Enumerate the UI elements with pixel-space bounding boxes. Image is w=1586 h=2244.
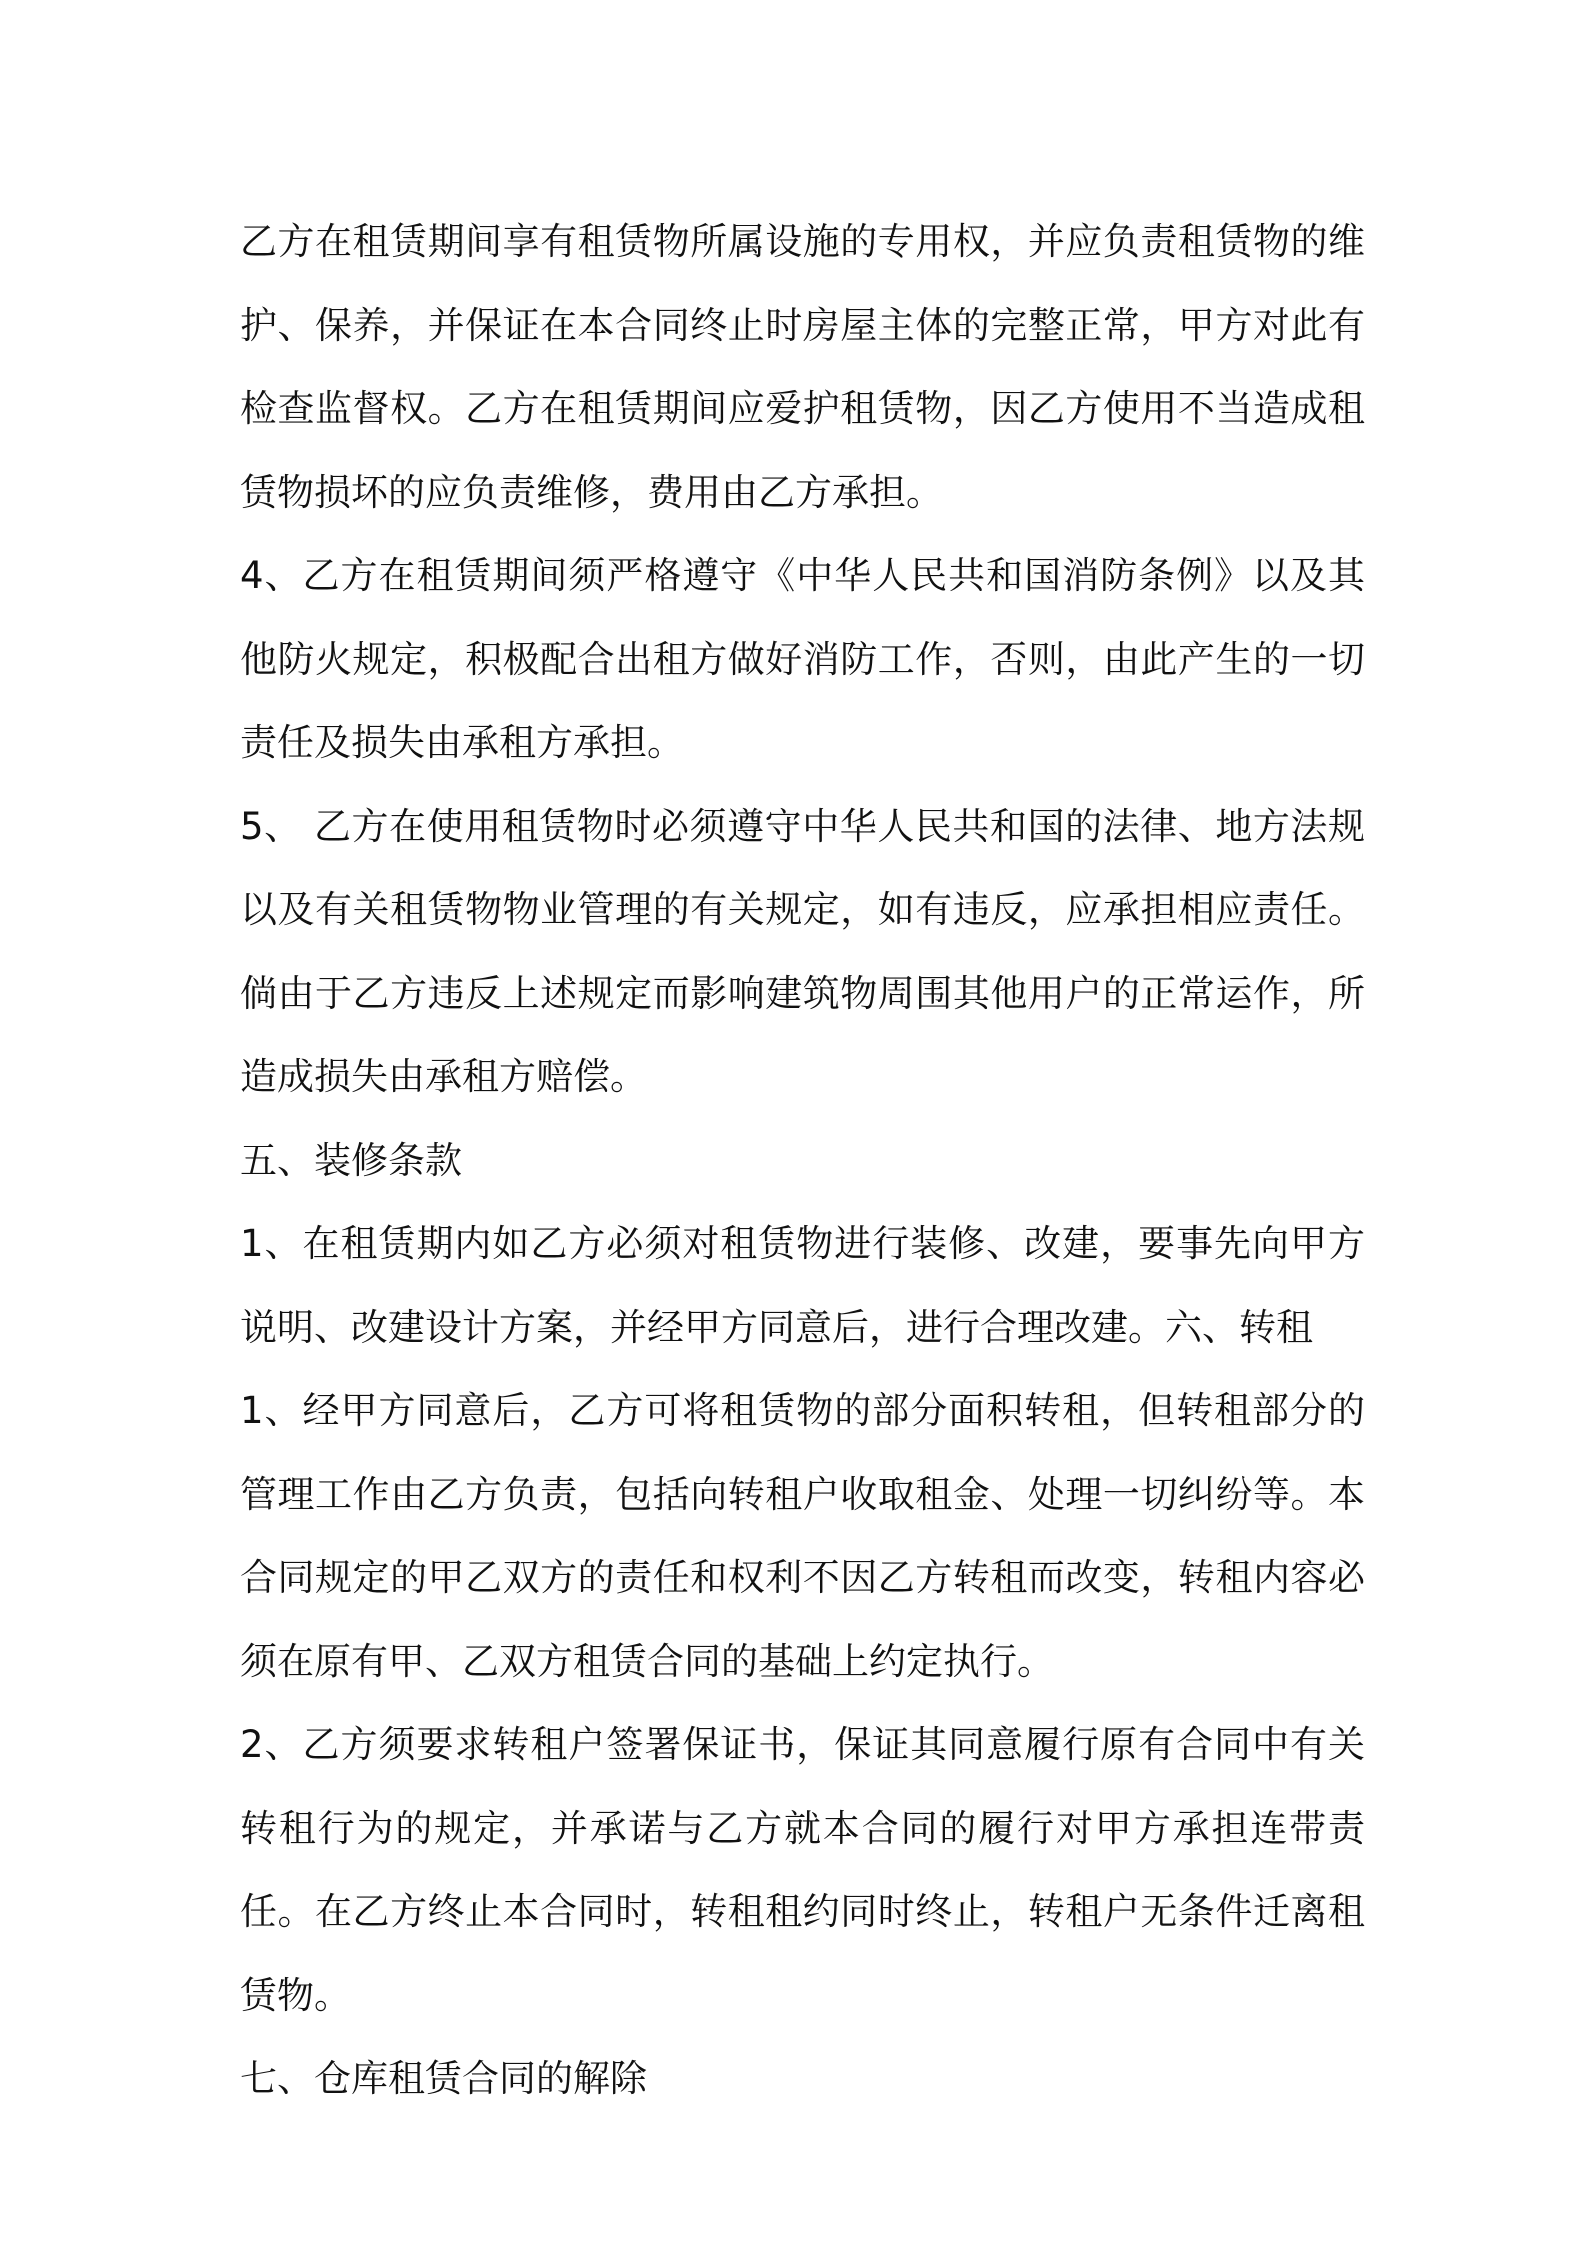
section-heading-renovation: 五、装修条款 (240, 1138, 462, 1182)
paragraph-maintenance-duties: 乙方在租赁期间享有租赁物所属设施的专用权，并应负责租赁物的维护、保养，并保证在本合同终止时房屋主体的完整正常，甲方对此有检查监督权。乙方在租赁期间应爱护租赁物，因乙方使用不当造成租赁物损坏的应负责维修，费用由乙方承担。 (240, 220, 1365, 514)
paragraph-renovation-clause-1: 1、在租赁期内如乙方必须对租赁物进行装修、改建，要事先向甲方说明、改建设计方案，并经甲方同意后，进行合理改建。六、转租 (240, 1222, 1365, 1349)
paragraph-sublease-clause-2: 2、乙方须要求转租户签署保证书，保证其同意履行原有合同中有关转租行为的规定，并承诺与乙方就本合同的履行对甲方承担连带责任。在乙方终止本合同时，转租租约同时终止，转租户无条件迁离租赁物。 (240, 1723, 1365, 2017)
document-page (240, 200, 1365, 2121)
paragraph-sublease-clause-1: 1、经甲方同意后，乙方可将租赁物的部分面积转租，但转租部分的管理工作由乙方负责，包括向转租户收取租金、处理一切纠纷等。本合同规定的甲乙双方的责任和权利不因乙方转租而改变，转租内容必须在原有甲、乙双方租赁合同的基础上约定执行。 (240, 1389, 1365, 1683)
section-heading-termination: 七、仓库租赁合同的解除 (240, 2057, 647, 2100)
paragraph-clause-4-fire-safety: 4、乙方在租赁期间须严格遵守《中华人民共和国消防条例》以及其他防火规定，积极配合出租方做好消防工作，否则，由此产生的一切责任及损失由承租方承担。 (240, 554, 1365, 764)
paragraph-clause-5-compliance: 5、 乙方在使用租赁物时必须遵守中华人民共和国的法律、地方法规以及有关租赁物物业管理的有关规定，如有违反，应承担相应责任。倘由于乙方违反上述规定而影响建筑物周围其他用户的正常运作，所造成损失由承租方赔偿。 (240, 804, 1365, 1098)
